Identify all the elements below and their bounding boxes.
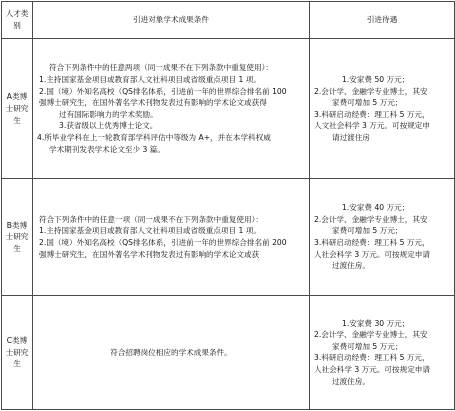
condition-line: 强博士研究生，在国外著名学术刊物发表过有影响的学术论文或获得	[39, 98, 267, 108]
table-row	[2, 295, 455, 409]
benefit-line: 1.安家费 50 万元；	[342, 74, 410, 84]
talent-category-label: B类博士研究生	[5, 220, 29, 253]
header-talent-category	[2, 2, 33, 39]
header-benefits	[310, 2, 455, 39]
header-benefits-label: 引进待遇	[366, 15, 398, 25]
benefit-line: 3.科研启动经费：理工科 5 万元，	[314, 353, 430, 363]
benefit-line: 过渡住房。	[332, 376, 370, 386]
benefit-line: 人社会科学 3 万元。可按规定申请	[314, 364, 430, 374]
condition-line: 强博士研究生，在国外著名学术刊物发表过有影响的学术论文或获	[39, 249, 260, 259]
condition-line: 符合招聘岗位相应的学术成果条件。	[110, 347, 232, 357]
condition-line: 2.国（境）外知名高校（QS排名体系，引进前一年的世界综合排名前 200	[39, 238, 287, 248]
benefits-cell	[310, 295, 455, 409]
benefit-line: 人社会科学 3 万元。可按规定申请	[314, 249, 430, 259]
condition-line: 学术期刊发表学术论文至少 3 篇。	[49, 144, 165, 154]
benefit-line: 请过渡住房	[332, 132, 370, 142]
condition-line: 3.获省级以上优秀博士论文。	[59, 121, 158, 131]
talent-policy-table	[1, 1, 455, 410]
benefit-line: 2.会计学、金融学专业博士，其安	[314, 330, 428, 340]
talent-category-cell	[2, 295, 33, 409]
talent-category-cell	[2, 39, 33, 179]
condition-line: 1.主持国家基金项目或教育部人文社科项目或省级重点项目 1 项。	[39, 74, 261, 84]
benefit-line: 2.会计学、金融学专业博士，其安	[314, 214, 428, 224]
talent-category-cell	[2, 179, 33, 295]
condition-line: 符合下列条件中的任意两项（同一成果不在下列条款中重复使用）：	[49, 63, 274, 73]
benefit-line: 人文社会科学 3 万元。可按规定申	[314, 121, 430, 131]
condition-line: 1.主持国家基金项目或教育部人文社科项目或省级重点项目 1 项。	[39, 226, 261, 236]
condition-line: 符合下列条件中的任意一项（同一成果不在下列条款中重复使用）：	[39, 214, 264, 224]
benefit-line: 家费可增加 5 万元；	[332, 226, 403, 236]
benefit-line: 2.会计学、金融学专业博士，其安	[314, 86, 428, 96]
conditions-cell	[33, 39, 310, 179]
talent-category-label: C类博士研究生	[5, 335, 29, 369]
benefit-line: 3.科研启动经费：理工科 5 万元，	[314, 109, 430, 119]
condition-line: 过有国际影响力的学术奖励。	[59, 109, 158, 119]
benefit-line: 1.安家费 40 万元；	[342, 203, 410, 213]
benefit-line: 3.科研启动经费：理工科 5 万元，	[314, 238, 430, 248]
benefit-line: 1.安家费 30 万元；	[342, 318, 410, 328]
benefit-line: 过渡住房。	[332, 261, 370, 271]
benefits-cell	[310, 39, 455, 179]
conditions-cell	[33, 179, 310, 295]
header-row	[2, 2, 455, 39]
table-row	[2, 179, 455, 295]
header-conditions-label: 引进对象学术成果条件	[133, 15, 209, 25]
header-conditions	[33, 2, 310, 39]
table-row	[2, 39, 455, 179]
condition-line: 4.所毕业学科在上一轮教育部学科评估中等级为 A+，并在本学科权威	[37, 132, 271, 142]
condition-line: 2.国（境）外知名高校（QS排名体系，引进前一年的世界综合排名前 100	[39, 86, 287, 96]
benefit-line: 家费可增加 5 万元；	[332, 341, 403, 351]
talent-category-label: A类博士研究生	[5, 92, 29, 125]
conditions-cell	[33, 295, 310, 409]
benefit-line: 家费可增加 5 万元；	[332, 98, 403, 108]
benefits-cell	[310, 179, 455, 295]
header-talent-category-label: 人才类别	[5, 9, 29, 31]
